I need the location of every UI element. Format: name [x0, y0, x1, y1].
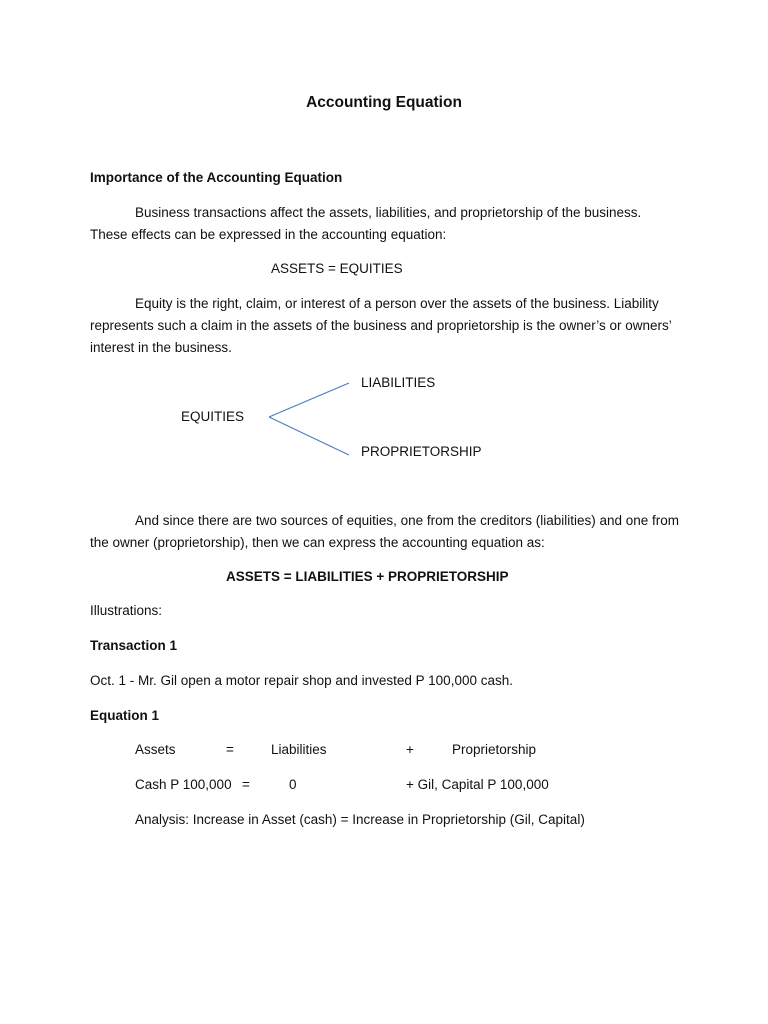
diagram-root-label: EQUITIES: [181, 409, 245, 424]
transaction-heading: Transaction 1: [90, 638, 178, 653]
eq-value-assets: Cash P 100,000: [135, 777, 232, 792]
paragraph-3-text: And since there are two sources of equities, one from the creditors (liabilities) and one from the owner (proprietorship), then we can express the accounting equation as:: [90, 513, 680, 550]
paragraph-2: [90, 293, 680, 359]
eq-header-assets: Assets: [135, 742, 176, 757]
eq-value-liabilities: 0: [289, 777, 297, 792]
illustrations-label: Illustrations:: [90, 603, 163, 618]
section-heading: Importance of the Accounting Equation: [90, 170, 343, 185]
eq-header-equals: =: [226, 742, 234, 757]
equation-heading: Equation 1: [90, 708, 160, 723]
connector-line-top: [269, 383, 349, 417]
paragraph-3: [90, 510, 680, 554]
equation-assets-equities: ASSETS = EQUITIES: [271, 261, 403, 276]
diagram-branch-liabilities: LIABILITIES: [361, 375, 436, 390]
eq-header-proprietorship: Proprietorship: [452, 742, 537, 757]
eq-header-liabilities: Liabilities: [271, 742, 327, 757]
eq-value-equals: =: [242, 777, 250, 792]
eq-header-plus: +: [406, 742, 414, 757]
equation-main: ASSETS = LIABILITIES + PROPRIETORSHIP: [226, 569, 509, 584]
page-title: Accounting Equation: [306, 94, 462, 111]
diagram-branch-proprietorship: PROPRIETORSHIP: [361, 444, 482, 459]
paragraph-2-text: Equity is the right, claim, or interest of a person over the assets of the business. Liability represents such a claim in the assets of the business and proprietorship is the owner’s or owners’ interest in the business.: [90, 296, 672, 355]
eq-value-proprietorship: + Gil, Capital P 100,000: [406, 777, 549, 792]
paragraph-1: [90, 202, 680, 246]
analysis-text: Analysis: Increase in Asset (cash) = Increase in Proprietorship (Gil, Capital): [135, 812, 585, 827]
paragraph-1-text: Business transactions affect the assets, liabilities, and proprietorship of the business. These effects can be expressed in the accounting equation:: [90, 205, 642, 242]
transaction-text: Oct. 1 - Mr. Gil open a motor repair shop and invested P 100,000 cash.: [90, 673, 513, 688]
connector-line-bottom: [269, 417, 349, 455]
